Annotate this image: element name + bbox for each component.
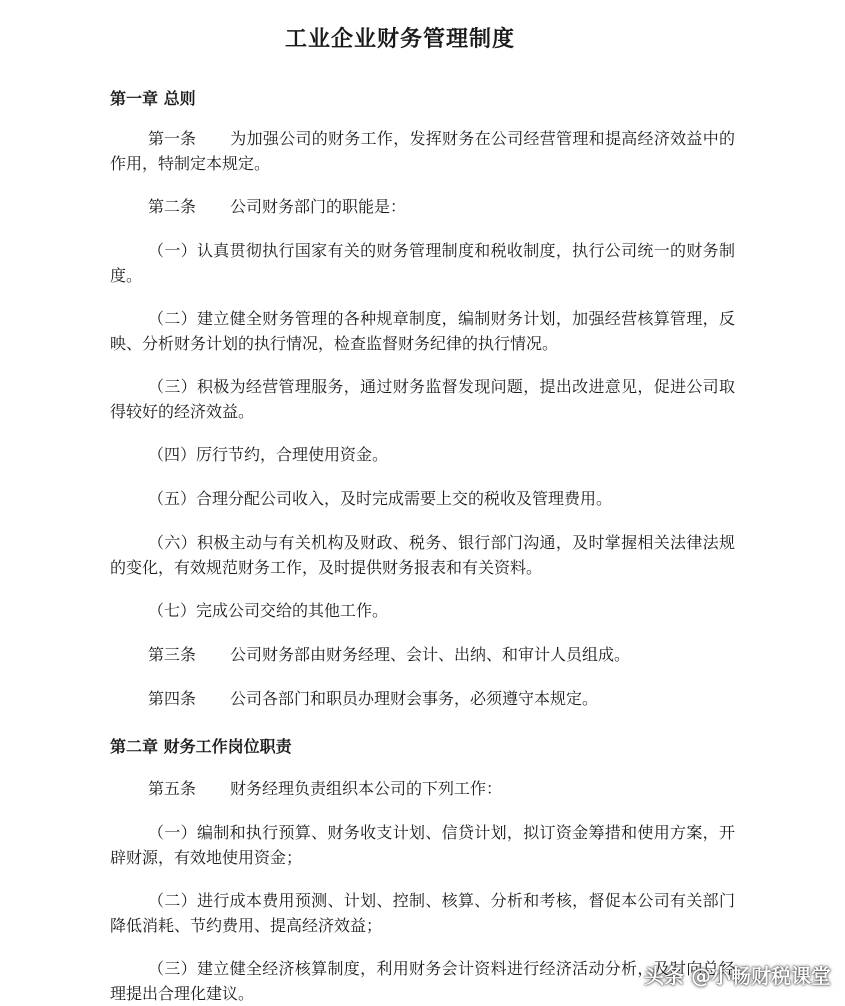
document-title: 工业企业财务管理制度 <box>284 27 515 52</box>
article-2-item-1: （一）认真贯彻执行国家有关的财务管理制度和税收制度，执行公司统一的财务制度。 <box>110 241 735 285</box>
article-5-item-2: （二）进行成本费用预测、计划、控制、核算、分析和考核，督促本公司有关部门降低消耗、节约费用、提高经济效益； <box>110 891 735 935</box>
watermark <box>644 960 831 989</box>
article-2-item-3: （三）积极为经营管理服务，通过财务监督发现问题，提出改进意见，促进公司取得较好的经济效益。 <box>110 377 735 421</box>
article-3-text: 公司财务部由财务经理、会计、出纳、和审计人员组成。 <box>230 645 631 664</box>
article-5-text: 财务经理负责组织本公司的下列工作： <box>230 779 503 798</box>
article-5-item-1: （一）编制和执行预算、财务收支计划、信贷计划，拟订资金筹措和使用方案，开辟财源，有效地使用资金； <box>110 823 735 867</box>
article-1 <box>110 126 735 176</box>
watermark-text: 头条 @小畅财税课堂 <box>644 964 831 988</box>
article-3-label: 第三条 <box>148 645 197 664</box>
article-4-text: 公司各部门和职员办理财会事务，必须遵守本规定。 <box>230 689 599 708</box>
article-2 <box>110 194 735 219</box>
article-3 <box>110 642 735 667</box>
article-5 <box>110 776 735 801</box>
article-1-label: 第一条 <box>148 129 197 148</box>
chapter-2-heading: 第二章 财务工作岗位职责 <box>110 737 292 756</box>
article-2-item-2: （二）建立健全财务管理的各种规章制度，编制财务计划，加强经营核算管理，反映、分析财务计划的执行情况，检查监督财务纪律的执行情况。 <box>110 309 735 353</box>
article-2-label: 第二条 <box>148 197 197 216</box>
article-5-label: 第五条 <box>148 779 197 798</box>
article-4 <box>110 686 735 711</box>
article-5-item-3: （三）建立健全经济核算制度，利用财务会计资料进行经济活动分析，及时向总经理提出合理化建议。 <box>110 959 735 1003</box>
article-2-item-7: （七）完成公司交给的其他工作。 <box>148 601 389 620</box>
article-4-label: 第四条 <box>148 689 197 708</box>
article-2-item-5: （五）合理分配公司收入，及时完成需要上交的税收及管理费用。 <box>148 489 613 508</box>
article-2-text: 公司财务部门的职能是： <box>230 197 407 216</box>
chapter-1-heading: 第一章 总则 <box>110 89 196 108</box>
article-1-text: 为加强公司的财务工作，发挥财务在公司经营管理和提高经济效益中的作用，特制定本规定。 <box>110 129 735 173</box>
article-2-item-6: （六）积极主动与有关机构及财政、税务、银行部门沟通，及时掌握相关法律法规的变化，有效规范财务工作，及时提供财务报表和有关资料。 <box>110 533 735 577</box>
article-2-item-4: （四）厉行节约，合理使用资金。 <box>148 445 389 464</box>
